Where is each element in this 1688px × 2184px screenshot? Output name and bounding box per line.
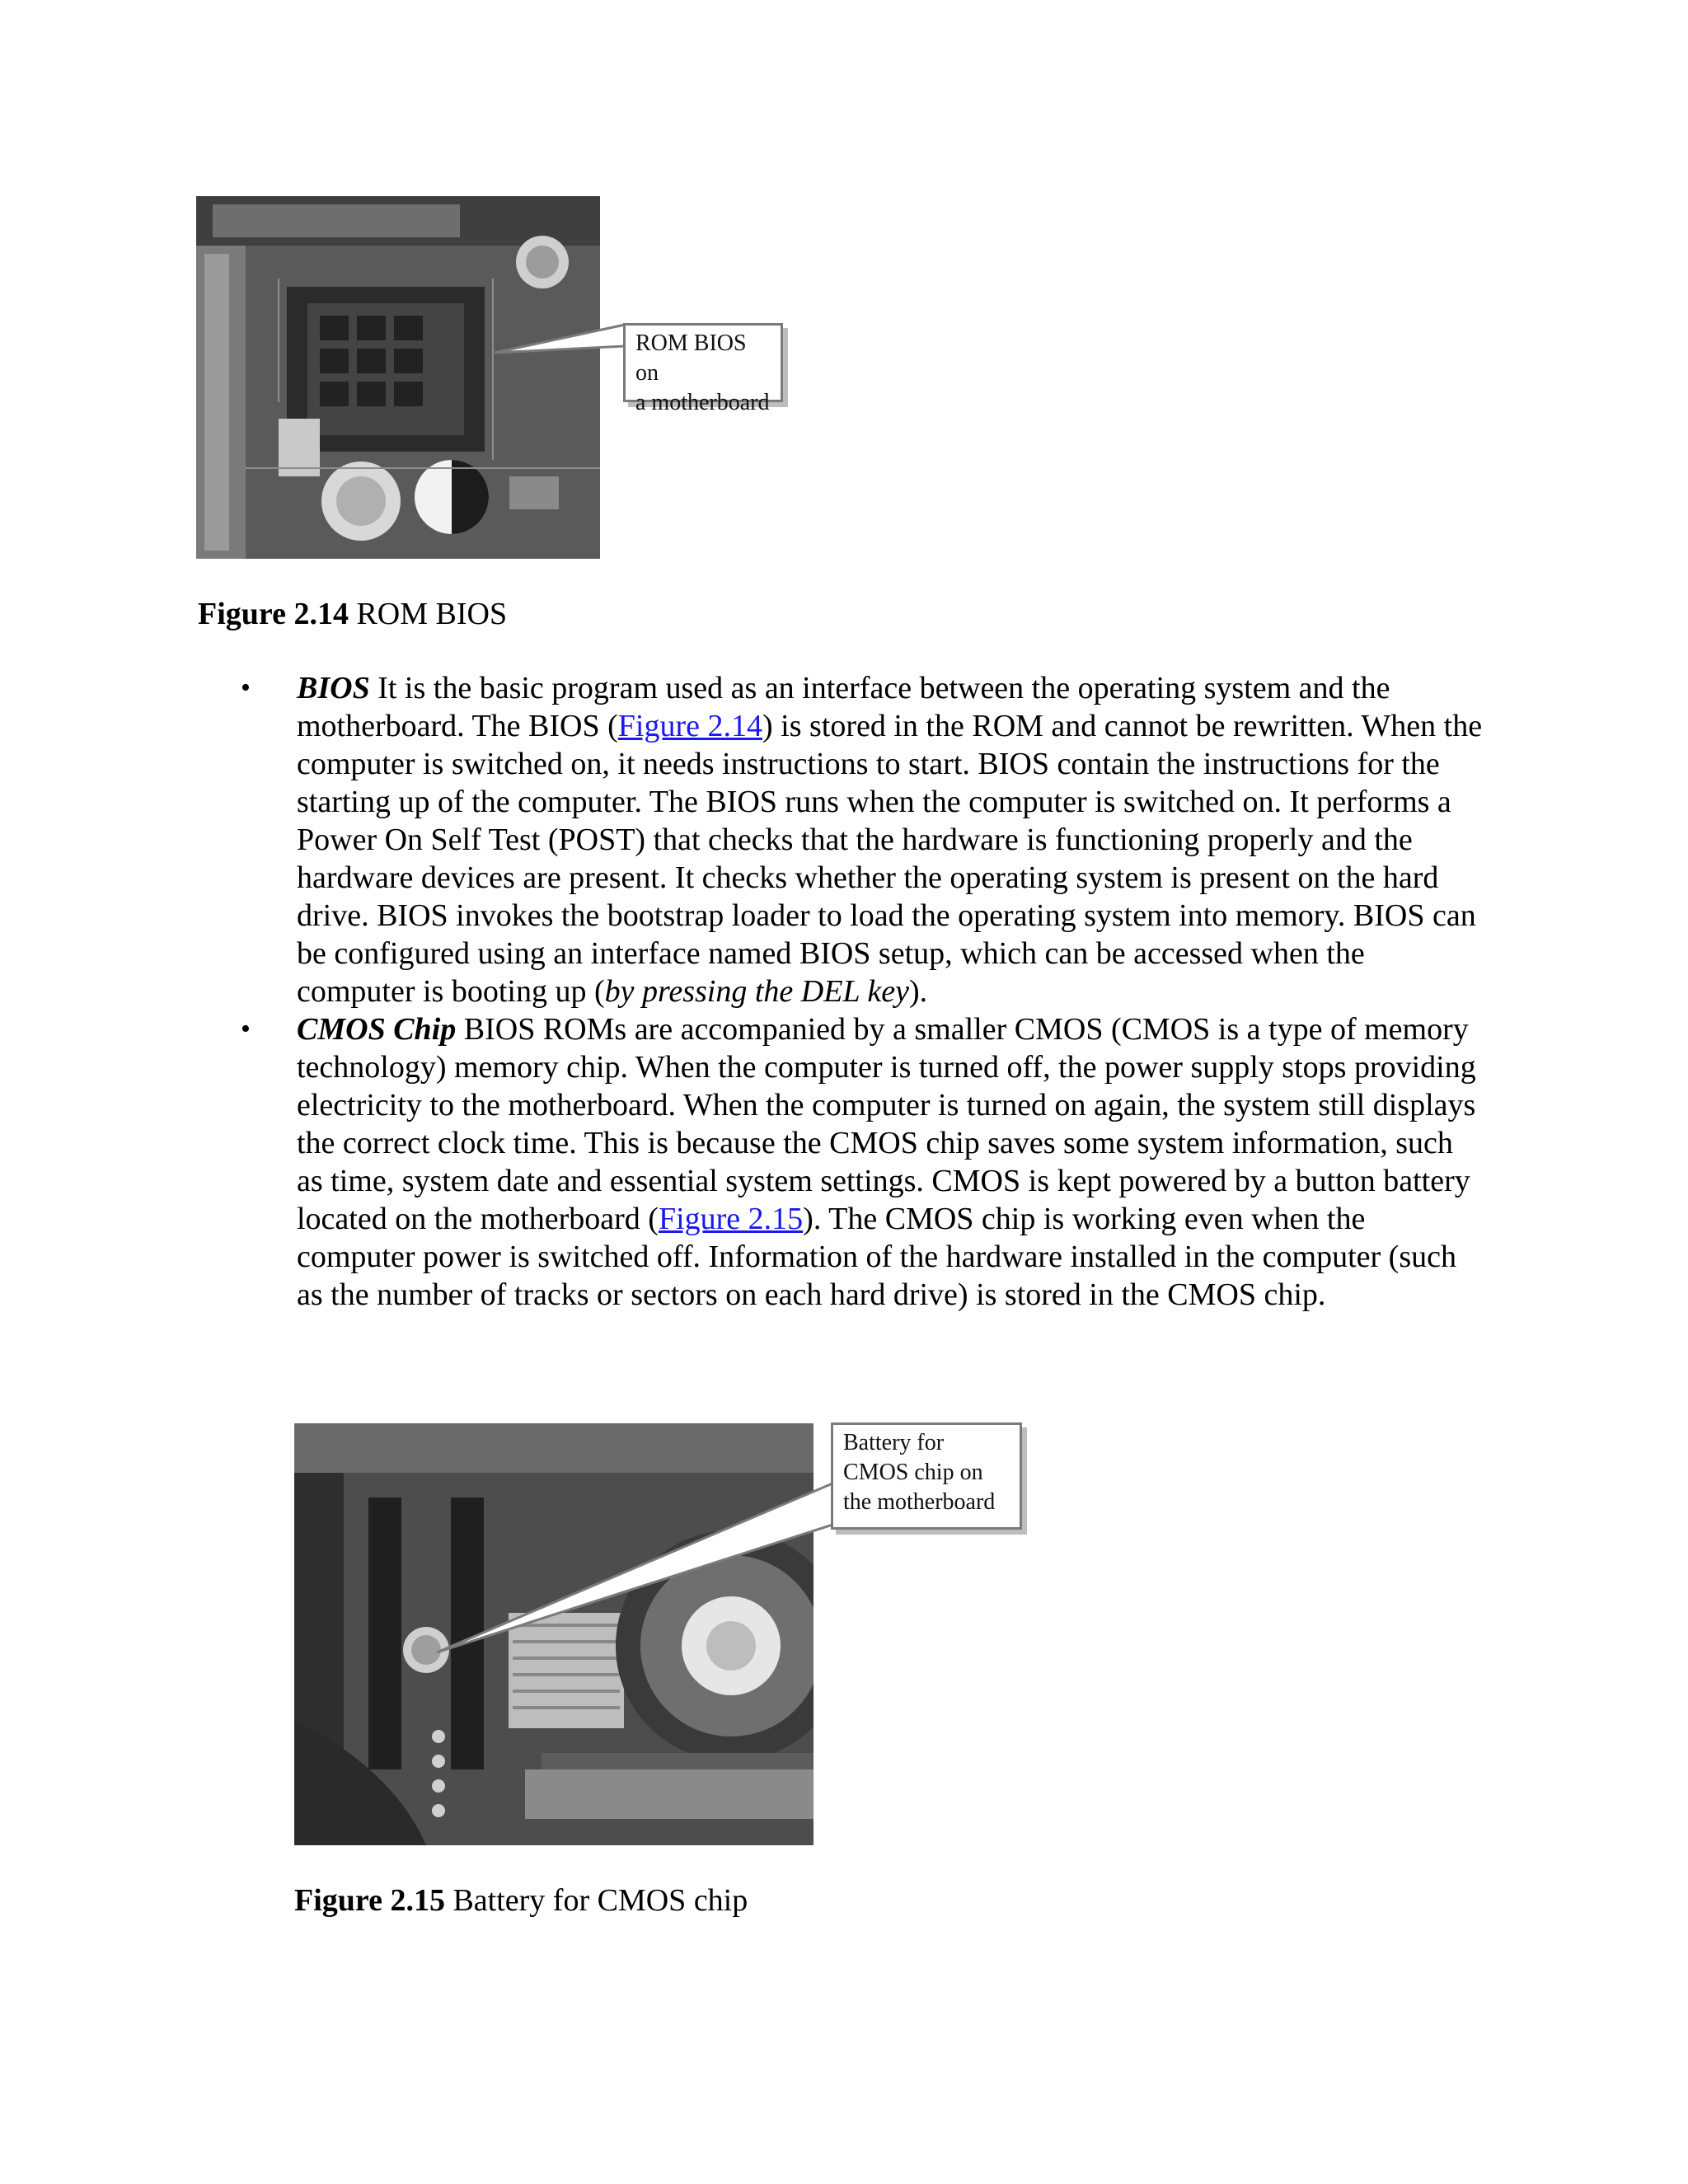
caption-text: ROM BIOS [348, 597, 508, 631]
bullet-icon: • [241, 673, 251, 703]
paragraph-text: ). The CMOS chip is working even when the computer power is switched off. Information of the hardware installed in the computer (such as the number of tracks or sectors on each hard drive) is stored in the CMOS chip. [297, 1202, 1456, 1312]
figure-link[interactable]: Figure 2.15 [658, 1202, 804, 1236]
paragraph-text: It is the basic program used as an interface between the operating system and the motherboard. The BIOS ( [297, 671, 1390, 743]
paragraph-text: ) is stored in the ROM and cannot be rewritten. When the computer is switched on, it needs instructions to start. BIOS contain the instructions for the starting up of the computer. The BIOS runs when the computer is switched on. It performs a Power On Self Test (POST) that checks that the hardware is functioning properly and the hardware devices are present. It checks whether the operating system is present on the hard drive. BIOS invokes the bootstrap loader to load the operating system into memory. BIOS can be configured using an interface named BIOS setup, which can be accessed when the computer is booting up ( [297, 709, 1483, 1009]
cmos-battery-callout [831, 1422, 1022, 1530]
caption-text: Battery for CMOS chip [444, 1883, 748, 1918]
callout-line: a motherboard [635, 390, 770, 415]
term-cmos-chip: CMOS Chip [297, 1012, 457, 1047]
callout-line: the motherboard [843, 1489, 996, 1515]
caption-label: Figure 2.15 [294, 1883, 445, 1918]
rom-bios-callout [623, 323, 783, 415]
list-item [198, 669, 1484, 1010]
figure-caption [294, 1882, 748, 1919]
callout-pointer [495, 313, 626, 379]
paragraph-italic: by pressing the DEL key [604, 974, 909, 1009]
callout-line: CMOS chip on [843, 1460, 983, 1485]
paragraph-text: BIOS ROMs are accompanied by a smaller CMOS (CMOS is a type of memory technology) memory chip. When the computer is turned off, the power supply stops providing electricity to the motherboard. When the computer is turned on again, the system still displays the correct clock time. This is because the CMOS chip saves some system information, such as time, system date and essential system settings. CMOS is kept powered by a button battery located on the motherboard ( [297, 1012, 1476, 1236]
bullet-icon: • [241, 1014, 251, 1044]
figure-caption [198, 595, 507, 633]
definition-list [198, 669, 1484, 1314]
paragraph-text: ). [909, 974, 928, 1009]
caption-label: Figure 2.14 [198, 597, 349, 631]
callout-line: ROM BIOS on [635, 330, 747, 386]
list-item [198, 1010, 1484, 1314]
callout-line: Battery for [843, 1430, 945, 1455]
figure-link[interactable]: Figure 2.14 [617, 709, 762, 743]
callout-pointer [437, 1475, 849, 1665]
term-bios: BIOS [297, 671, 370, 705]
